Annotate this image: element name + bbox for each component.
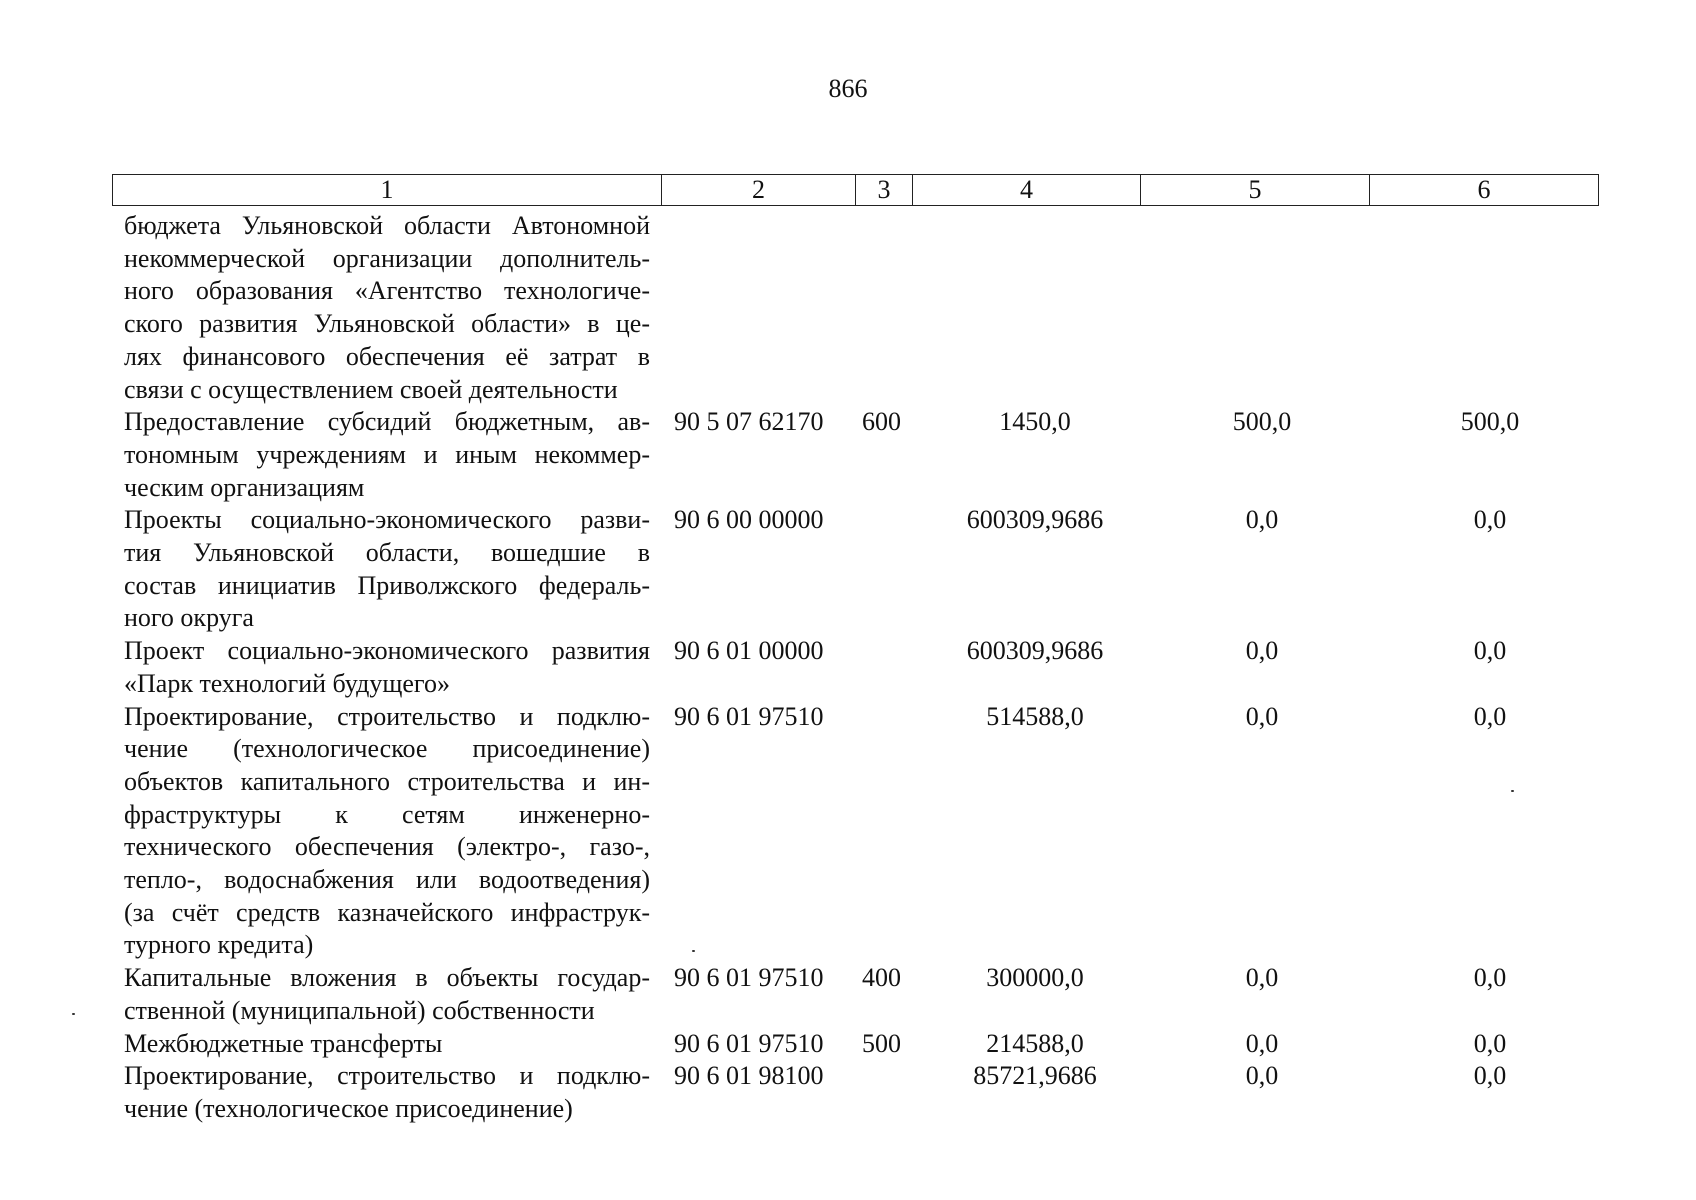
row-name-line: ного образования «Агентство технологиче- — [124, 276, 650, 306]
row-name-line: технического обеспечения (электро-, газо-, — [124, 832, 650, 862]
row-name — [124, 1028, 650, 1061]
row-name-line: тия Ульяновской области, вошедшие в — [124, 538, 650, 568]
row-name — [124, 1060, 650, 1125]
row-name-line: турного кредита) — [124, 930, 314, 960]
row-name-line: чение (технологическое присоединение) — [124, 1093, 573, 1123]
scan-speck — [1511, 790, 1514, 792]
row-name-line: ческим организациям — [124, 472, 365, 502]
row-name-line: Проект социально-экономического развития — [124, 636, 650, 666]
table-row — [124, 701, 1604, 963]
row-name — [124, 210, 650, 406]
row-code: 90 6 01 97510 — [674, 1028, 824, 1058]
row-name-line: Предоставление субсидий бюджетным, ав- — [124, 407, 650, 437]
row-expense-type: 600 — [862, 407, 901, 437]
row-value-col4: 514588,0 — [986, 701, 1084, 731]
table-row — [124, 406, 1604, 504]
column-header-table — [112, 174, 1599, 206]
row-name — [124, 635, 650, 700]
row-code: 90 6 01 98100 — [674, 1061, 824, 1091]
row-name-line: Проектирование, строительство и подклю- — [124, 701, 650, 731]
column-header-row — [113, 175, 1599, 206]
row-code: 90 6 01 00000 — [674, 636, 824, 666]
row-value-col4: 214588,0 — [986, 1028, 1084, 1058]
column-header-3: 3 — [856, 175, 913, 206]
row-value-col6: 0,0 — [1473, 1028, 1507, 1058]
row-expense-type: 500 — [862, 1028, 901, 1058]
row-name — [124, 504, 650, 635]
row-name-line: лях финансового обеспечения её затрат в — [124, 341, 650, 371]
row-value-col6: 0,0 — [1473, 1061, 1507, 1091]
row-value-col5: 500,0 — [1232, 407, 1292, 437]
row-name-line: чение (технологическое присоединение) — [124, 734, 650, 764]
scan-speck — [692, 950, 695, 952]
row-name-line: бюджета Ульяновской области Автономной — [124, 211, 650, 240]
row-value-col5: 0,0 — [1245, 1061, 1279, 1091]
row-name-line: ского развития Ульяновской области» в це- — [124, 309, 650, 339]
row-name-line: некоммерческой организации дополнитель- — [124, 243, 650, 273]
row-name-line: Проектирование, строительство и подклю- — [124, 1061, 650, 1091]
row-name — [124, 406, 650, 504]
row-value-col5: 0,0 — [1245, 505, 1279, 535]
row-name-line: связи с осуществлением своей деятельности — [124, 374, 618, 404]
row-name-line: (за счёт средств казначейского инфраструк- — [124, 897, 650, 927]
row-name-line: Межбюджетные трансферты — [124, 1028, 443, 1058]
row-value-col6: 500,0 — [1460, 407, 1520, 437]
row-name-line: состав инициатив Приволжского федераль- — [124, 570, 650, 600]
column-header-2: 2 — [662, 175, 856, 206]
row-value-col6: 0,0 — [1473, 505, 1507, 535]
row-value-col4: 600309,9686 — [966, 636, 1104, 666]
row-value-col6: 0,0 — [1473, 963, 1507, 993]
column-header-4: 4 — [913, 175, 1141, 206]
table-row — [124, 962, 1604, 1027]
row-value-col5: 0,0 — [1245, 701, 1279, 731]
row-name-line: объектов капитального строительства и ин- — [124, 766, 650, 796]
row-code: 90 6 00 00000 — [674, 505, 824, 535]
row-code: 90 6 01 97510 — [674, 963, 824, 993]
table-row — [124, 210, 1604, 406]
row-value-col6: 0,0 — [1473, 701, 1507, 731]
row-name — [124, 701, 650, 963]
row-value-col5: 0,0 — [1245, 963, 1279, 993]
row-name-line: ственной (муниципальной) собственности — [124, 995, 595, 1025]
row-name-line: Проекты социально-экономического разви- — [124, 505, 650, 535]
row-expense-type: 400 — [862, 963, 901, 993]
page-number: 866 — [828, 74, 868, 103]
row-value-col4: 85721,9686 — [973, 1061, 1097, 1091]
row-name-line: тономным учреждениям и иным некоммер- — [124, 439, 650, 469]
row-name-line: ного округа — [124, 603, 254, 633]
table-row — [124, 504, 1604, 635]
row-code: 90 5 07 62170 — [674, 407, 824, 437]
column-header-6: 6 — [1370, 175, 1599, 206]
row-value-col4: 300000,0 — [986, 963, 1084, 993]
row-name-line: тепло-, водоснабжения или водоотведения) — [124, 865, 650, 895]
row-name — [124, 962, 650, 1027]
column-header-5: 5 — [1141, 175, 1370, 206]
row-value-col5: 0,0 — [1245, 1028, 1279, 1058]
column-header-1: 1 — [113, 175, 662, 206]
row-name-line: Капитальные вложения в объекты государ- — [124, 963, 650, 993]
table-row — [124, 635, 1604, 700]
table-row — [124, 1060, 1604, 1125]
row-value-col5: 0,0 — [1245, 636, 1279, 666]
row-value-col6: 0,0 — [1473, 636, 1507, 666]
row-value-col4: 1450,0 — [999, 407, 1071, 437]
row-name-line: «Парк технологий будущего» — [124, 668, 450, 698]
scan-speck — [72, 1013, 75, 1015]
table-body — [124, 210, 1604, 1126]
row-name-line: фраструктуры к сетям инженерно- — [124, 799, 650, 829]
table-row — [124, 1028, 1604, 1061]
row-value-col4: 600309,9686 — [966, 505, 1104, 535]
row-code: 90 6 01 97510 — [674, 701, 824, 731]
